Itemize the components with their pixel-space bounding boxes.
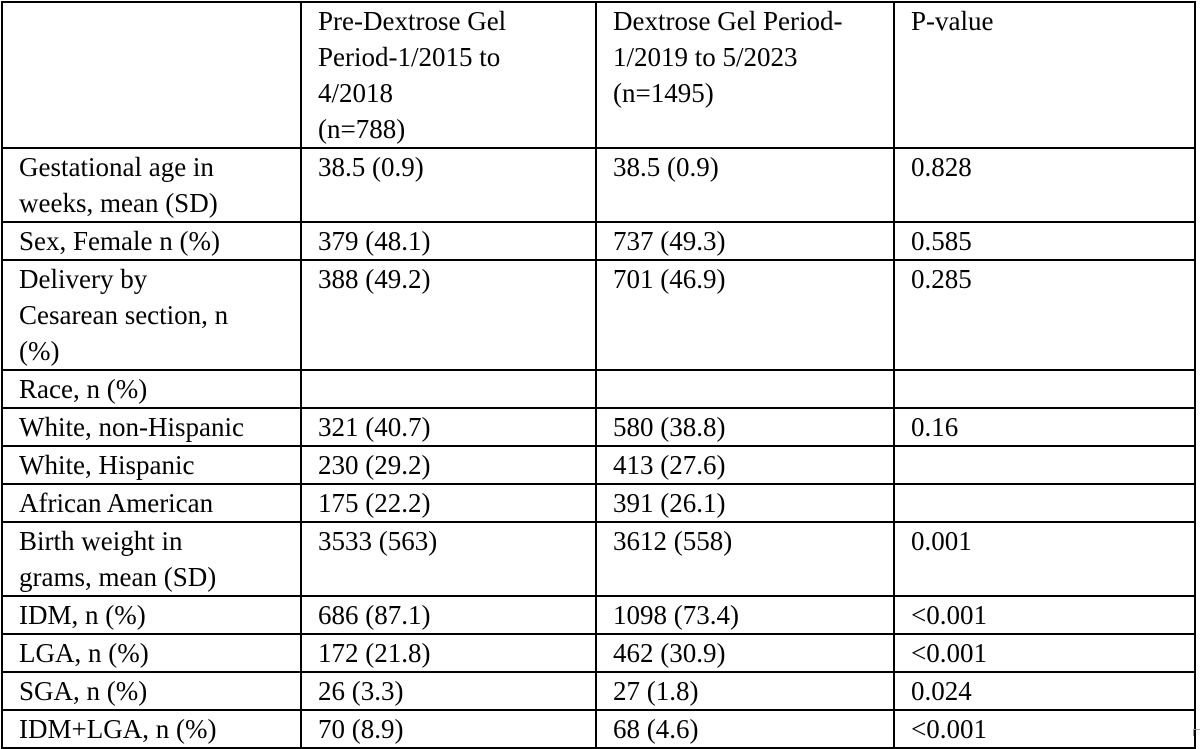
dextrose-gel-value: 701 (46.9) <box>596 260 894 370</box>
header-line: 4/2018 <box>318 78 394 108</box>
row-label <box>2 634 301 672</box>
table-header-row <box>2 2 1195 148</box>
pre-dextrose-value: 70 (8.9) <box>301 710 596 748</box>
row-label-line: Cesarean section, n <box>19 300 229 330</box>
header-line: Pre-Dextrose Gel <box>318 6 507 36</box>
dextrose-gel-value: 38.5 (0.9) <box>596 148 894 222</box>
row-label <box>2 260 301 370</box>
table-row <box>2 710 1195 748</box>
p-value: 0.285 <box>894 260 1195 370</box>
p-value: 0.585 <box>894 222 1195 260</box>
baseline-characteristics-table <box>1 1 1196 749</box>
p-value: 0.001 <box>894 522 1195 596</box>
header-line: (n=788) <box>318 114 406 144</box>
pre-dextrose-value: 3533 (563) <box>301 522 596 596</box>
header-line: P-value <box>911 6 994 36</box>
row-label-line: LGA, n (%) <box>19 638 149 668</box>
pre-dextrose-value: 38.5 (0.9) <box>301 148 596 222</box>
pre-dextrose-value: 379 (48.1) <box>301 222 596 260</box>
table-row <box>2 260 1195 370</box>
row-label <box>2 370 301 408</box>
table-row <box>2 596 1195 634</box>
dextrose-gel-value: 391 (26.1) <box>596 484 894 522</box>
row-label-line: White, Hispanic <box>19 450 195 480</box>
row-label-line: Gestational age in <box>19 152 214 182</box>
row-label-line: Sex, Female n (%) <box>19 226 220 256</box>
row-label-line: grams, mean (SD) <box>19 562 217 592</box>
dextrose-gel-value: 68 (4.6) <box>596 710 894 748</box>
row-label <box>2 222 301 260</box>
row-label-line: SGA, n (%) <box>19 676 148 706</box>
p-value: <0.001 <box>894 634 1195 672</box>
dextrose-gel-value: 737 (49.3) <box>596 222 894 260</box>
row-label-line: White, non-Hispanic <box>19 412 244 442</box>
table-row <box>2 484 1195 522</box>
row-label <box>2 484 301 522</box>
row-label <box>2 148 301 222</box>
table-row <box>2 148 1195 222</box>
pre-dextrose-value: 321 (40.7) <box>301 408 596 446</box>
row-label <box>2 672 301 710</box>
row-label-line: IDM+LGA, n (%) <box>19 714 217 744</box>
header-p-value <box>894 2 1195 148</box>
dextrose-gel-value: 462 (30.9) <box>596 634 894 672</box>
p-value: 0.024 <box>894 672 1195 710</box>
pre-dextrose-value: 388 (49.2) <box>301 260 596 370</box>
header-line: 1/2019 to 5/2023 <box>613 42 798 72</box>
p-value: 0.828 <box>894 148 1195 222</box>
header-line: Period-1/2015 to <box>318 42 501 72</box>
header-pre-dextrose-period <box>301 2 596 148</box>
row-label-line: weeks, mean (SD) <box>19 188 218 218</box>
pre-dextrose-value: 172 (21.8) <box>301 634 596 672</box>
row-label <box>2 446 301 484</box>
p-value: <0.001 <box>894 596 1195 634</box>
header-empty-cell <box>2 2 301 148</box>
dextrose-gel-value: 3612 (558) <box>596 522 894 596</box>
row-label-line: Birth weight in <box>19 526 183 556</box>
table-row <box>2 634 1195 672</box>
pre-dextrose-value: 26 (3.3) <box>301 672 596 710</box>
row-label <box>2 522 301 596</box>
header-line: (n=1495) <box>613 78 714 108</box>
header-line: Dextrose Gel Period- <box>613 6 843 36</box>
header-dextrose-gel-period <box>596 2 894 148</box>
table-row <box>2 222 1195 260</box>
row-label-line: Delivery by <box>19 264 148 294</box>
table-row <box>2 672 1195 710</box>
row-label-line: African American <box>19 488 214 518</box>
dextrose-gel-value <box>596 370 894 408</box>
table-row <box>2 522 1195 596</box>
dextrose-gel-value: 413 (27.6) <box>596 446 894 484</box>
table-row <box>2 408 1195 446</box>
row-label-line: Race, n (%) <box>19 374 148 404</box>
p-value <box>894 370 1195 408</box>
row-label-line: IDM, n (%) <box>19 600 146 630</box>
p-value <box>894 446 1195 484</box>
p-value: 0.16 <box>894 408 1195 446</box>
dextrose-gel-value: 580 (38.8) <box>596 408 894 446</box>
table-row <box>2 446 1195 484</box>
pre-dextrose-value: 686 (87.1) <box>301 596 596 634</box>
p-value: <0.001 <box>894 710 1195 748</box>
pre-dextrose-value <box>301 370 596 408</box>
row-label-line: (%) <box>19 336 60 366</box>
dextrose-gel-value: 27 (1.8) <box>596 672 894 710</box>
row-label <box>2 408 301 446</box>
pre-dextrose-value: 175 (22.2) <box>301 484 596 522</box>
row-label <box>2 710 301 748</box>
row-label <box>2 596 301 634</box>
dextrose-gel-value: 1098 (73.4) <box>596 596 894 634</box>
table-row <box>2 370 1195 408</box>
page-corner-marker <box>1193 729 1200 736</box>
pre-dextrose-value: 230 (29.2) <box>301 446 596 484</box>
p-value <box>894 484 1195 522</box>
